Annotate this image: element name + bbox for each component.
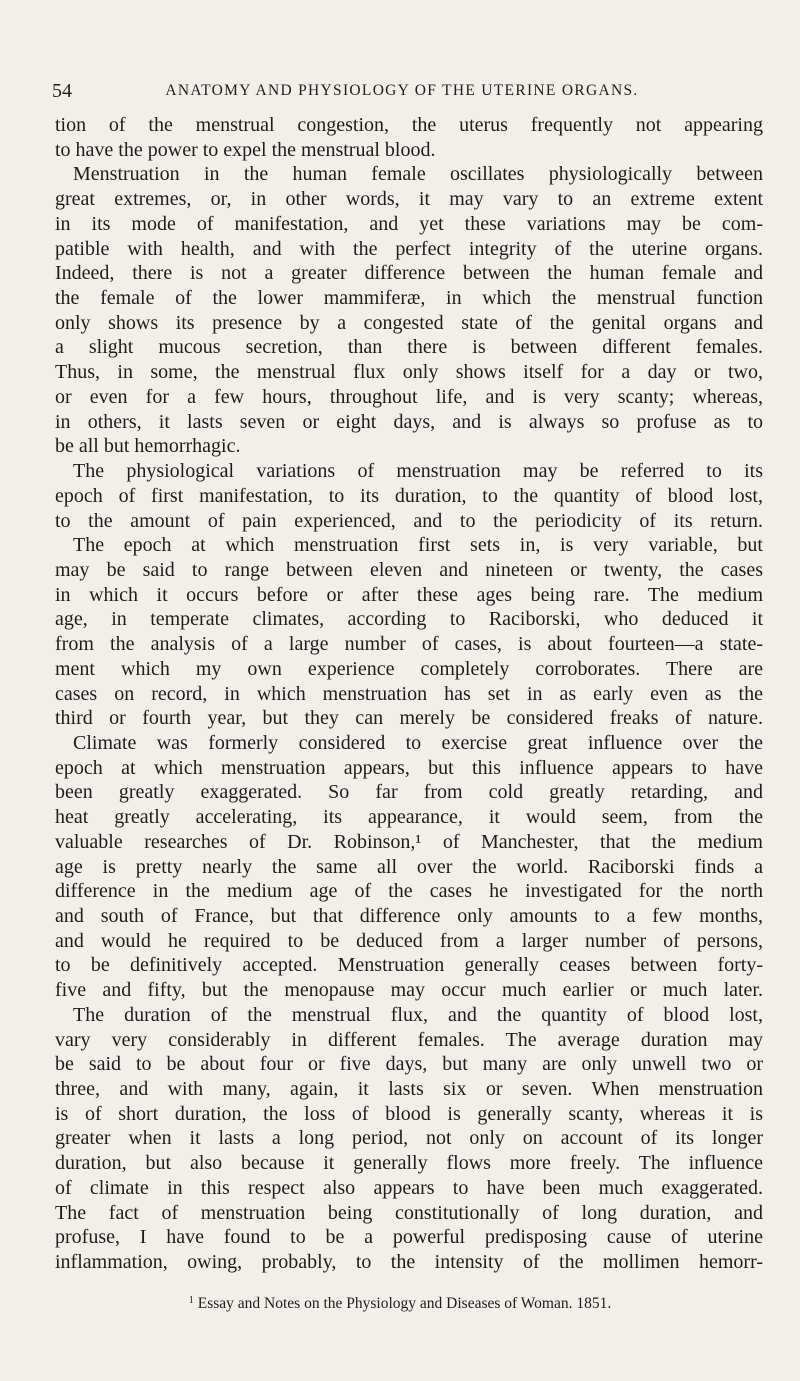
- text-line: difference in the medium age of the cases he investigated for the north: [55, 880, 763, 903]
- page-number: 54: [52, 80, 72, 102]
- text-line: The physiological variations of menstruation may be referred to its: [73, 460, 763, 483]
- text-line: greater when it lasts a long period, not only on account of its longer: [55, 1127, 763, 1150]
- text-line: Thus, in some, the menstrual flux only shows itself for a day or two,: [55, 361, 763, 384]
- text-line: age is pretty nearly the same all over the world. Raciborski finds a: [55, 855, 763, 878]
- text-line: in others, it lasts seven or eight days, and is always so profuse as to: [55, 410, 763, 433]
- text-line: may be said to range between eleven and nineteen or twenty, the cases: [55, 558, 763, 581]
- page-header: [52, 80, 752, 110]
- running-head: ANATOMY AND PHYSIOLOGY OF THE UTERINE ORGANS.: [165, 82, 639, 99]
- text-line: epoch at which menstruation appears, but this influence appears to have: [55, 756, 763, 779]
- text-line: third or fourth year, but they can merely be considered freaks of nature.: [55, 707, 763, 730]
- text-line: inflammation, owing, probably, to the intensity of the mollimen hemorr-: [55, 1251, 763, 1274]
- text-line: The epoch at which menstruation first sets in, is very variable, but: [73, 534, 763, 557]
- text-line: The fact of menstruation being constitutionally of long duration, and: [55, 1201, 763, 1224]
- text-line: profuse, I have found to be a powerful predisposing cause of uterine: [55, 1226, 763, 1249]
- text-line: only shows its presence by a congested state of the genital organs and: [55, 311, 763, 334]
- text-line: Indeed, there is not a greater difference between the human female and: [55, 262, 763, 285]
- text-line: The duration of the menstrual flux, and the quantity of blood lost,: [73, 1003, 763, 1026]
- text-line: of climate in this respect also appears to have been much exaggerated.: [55, 1176, 763, 1199]
- footnote-text: Essay and Notes on the Physiology and Diseases of Woman. 1851.: [197, 1295, 612, 1312]
- text-line: duration, but also because it generally flows more freely. The influence: [55, 1152, 763, 1175]
- text-line: epoch of first manifestation, to its duration, to the quantity of blood lost,: [55, 484, 763, 507]
- text-line: or even for a few hours, throughout life, and is very scanty; whereas,: [55, 385, 763, 408]
- text-line: and would he required to be deduced from a larger number of persons,: [55, 929, 763, 952]
- text-line: be said to be about four or five days, but many are only unwell two or: [55, 1053, 763, 1076]
- footnote-marker: 1: [188, 1295, 194, 1306]
- text-line: Climate was formerly considered to exercise great influence over the: [73, 731, 763, 754]
- text-line: and south of France, but that difference only amounts to a few months,: [55, 905, 763, 927]
- text-line: from the analysis of a large number of cases, is about fourteen—a state-: [55, 633, 763, 656]
- footnote: [0, 1295, 800, 1313]
- text-line: ment which my own experience completely corroborates. There are: [55, 657, 763, 680]
- body-text: [55, 113, 763, 1275]
- text-line: in its mode of manifestation, and yet these variations may be com-: [55, 212, 763, 235]
- text-line: the female of the lower mammiferæ, in which the menstrual function: [55, 287, 763, 310]
- text-line: in which it occurs before or after these ages being rare. The medium: [55, 583, 763, 606]
- text-line: to the amount of pain experienced, and to the periodicity of its return.: [55, 509, 763, 532]
- text-line: a slight mucous secretion, than there is between different females.: [55, 336, 763, 359]
- text-line: cases on record, in which menstruation has set in as early even as the: [55, 682, 763, 705]
- text-line: age, in temperate climates, according to Raciborski, who deduced it: [55, 608, 763, 631]
- text-line: three, and with many, again, it lasts six or seven. When menstruation: [55, 1078, 763, 1101]
- text-line: to be definitively accepted. Menstruation generally ceases between forty-: [55, 954, 763, 977]
- text-line: heat greatly accelerating, its appearance, it would seem, from the: [55, 806, 763, 829]
- text-line: been greatly exaggerated. So far from cold greatly retarding, and: [55, 781, 763, 804]
- text-line: valuable researches of Dr. Robinson,¹ of Manchester, that the medium: [55, 830, 763, 853]
- text-line: vary very considerably in different females. The average duration may: [55, 1028, 763, 1051]
- text-line: five and fifty, but the menopause may occur much earlier or much later.: [55, 979, 763, 1002]
- text-line: is of short duration, the loss of blood is generally scanty, whereas it is: [55, 1102, 763, 1125]
- text-line: Menstruation in the human female oscillates physiologically between: [73, 163, 763, 186]
- text-line: great extremes, or, in other words, it may vary to an extreme extent: [55, 188, 763, 211]
- text-line: be all but hemorrhagic.: [55, 435, 241, 458]
- text-line: to have the power to expel the menstrual blood.: [55, 138, 436, 161]
- text-line: patible with health, and with the perfect integrity of the uterine organs.: [55, 237, 763, 260]
- text-line: tion of the menstrual congestion, the uterus frequently not appearing: [55, 114, 763, 136]
